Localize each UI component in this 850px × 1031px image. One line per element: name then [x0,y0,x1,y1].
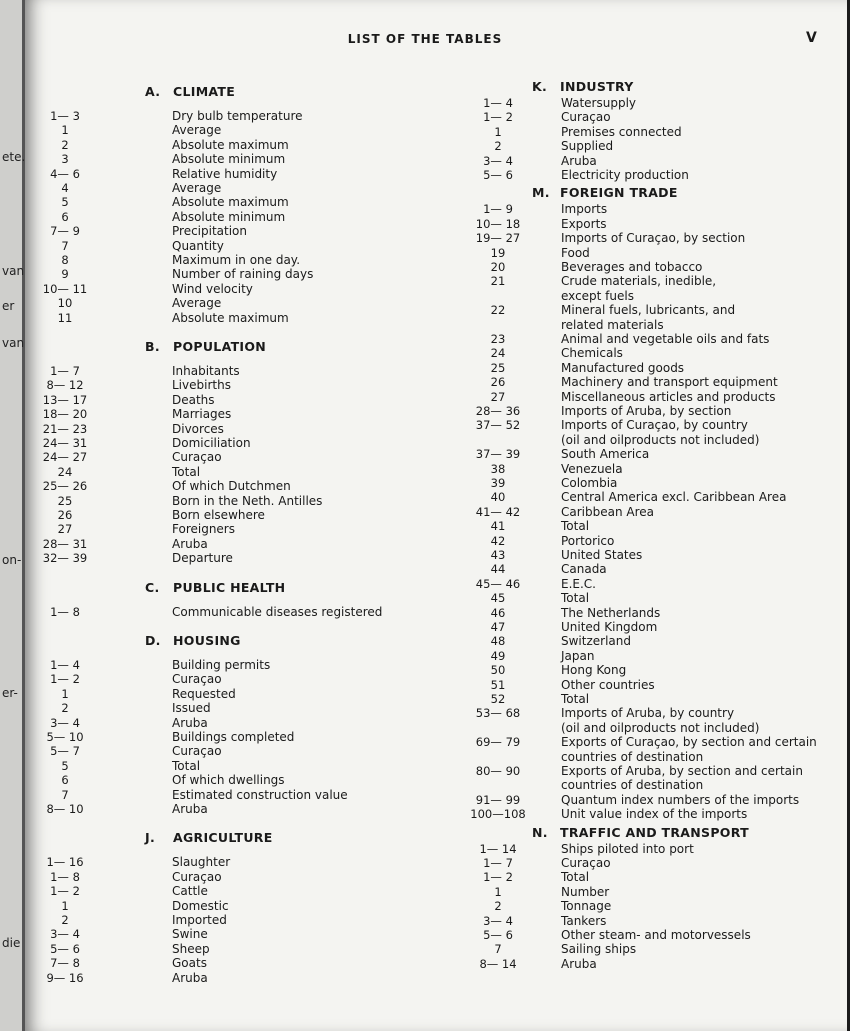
table-number-range: 1 [494,884,502,899]
table-number-range: 3— 4 [483,913,513,928]
table-number-range: 1— 2 [483,870,513,885]
table-title: Aruba [172,802,208,816]
section-title: AGRICULTURE [173,830,273,846]
table-number-range: 7 [61,787,69,802]
table-number-range: 1— 2 [483,110,513,125]
table-number-range: 1— 4 [483,96,513,110]
table-title: Total [561,870,590,885]
table-number-range: 13— 17 [42,392,88,407]
margin-word: on- [2,553,22,567]
table-title: Canada [561,562,607,577]
section-letter: M. [532,185,550,201]
table-title: Curaçao [172,869,222,884]
table-number-range: 5 [61,758,69,773]
table-number-range: 51 [490,677,506,692]
table-title: Curaçao [561,856,611,870]
table-title: Exports [561,216,607,231]
table-title: Imported [172,913,227,927]
table-title: countries of destination [561,749,704,764]
margin-word: er- [2,686,18,700]
table-title: Number of raining days [172,267,314,282]
table-number-range: 18— 20 [42,407,88,422]
table-number-range: 7 [494,942,502,957]
table-number-range: 37— 52 [475,418,521,433]
table-title: Average [172,181,222,195]
table-title: Slaughter [172,855,231,870]
document-page [25,0,847,1031]
margin-word: ete. [2,150,26,164]
table-number-range: 3— 4 [483,153,513,168]
table-title: Colombia [561,476,618,490]
table-title: Born in the Neth. Antilles [172,493,323,508]
table-title: Precipitation [172,224,248,239]
table-number-range: 1— 7 [483,856,513,870]
table-number-range: 25— 26 [42,479,88,494]
table-title: Deaths [172,392,215,407]
table-number-range: 8— 12 [46,378,84,393]
table-number-range: 2 [494,139,502,154]
table-title: Aruba [172,970,208,985]
table-title: Caribbean Area [561,504,655,519]
table-title: Miscellaneous articles and products [561,389,776,404]
table-number-range: 5— 7 [50,744,80,759]
table-number-range: 42 [490,533,506,548]
section-letter: A. [145,84,161,99]
table-number-range: 19— 27 [475,231,521,246]
table-title: The Netherlands [561,605,661,620]
table-number-range: 5— 10 [46,730,84,744]
table-number-range: 5— 6 [483,928,513,942]
table-number-range: 1— 8 [50,604,80,619]
table-number-range: 26 [490,375,506,390]
section-heading [145,633,241,648]
table-title: Electricity production [561,168,689,182]
section-title: INDUSTRY [560,79,634,94]
table-title: Inhabitants [172,364,240,378]
table-title: (oil and oilproducts not included) [561,432,760,447]
table-title: Average [172,296,222,311]
table-number-range: 9— 16 [46,970,84,985]
table-number-range: 44 [490,562,506,577]
table-title: Manufactured goods [561,360,685,375]
table-title: Total [561,519,590,534]
table-title: except fuels [561,288,634,303]
table-number-range: 2 [61,913,69,927]
table-number-range: 10— 11 [42,281,88,296]
table-title: Absolute maximum [172,195,289,210]
table-number-range: 24 [490,346,506,361]
table-title: Central America excl. Caribbean Area [561,490,787,505]
table-title: Exports of Aruba, by section and certain [561,764,803,778]
table-number-range: 1— 14 [479,841,517,856]
table-number-range: 1— 2 [50,672,80,687]
table-number-range: 38 [490,461,506,476]
table-number-range: 28— 31 [42,536,88,551]
table-number-range: 3 [61,152,69,167]
table-number-range: 3— 4 [50,715,80,730]
table-number-range: 9 [61,267,69,282]
section-title: FOREIGN TRADE [560,185,678,201]
section-title: POPULATION [173,339,267,354]
table-title: Other countries [561,677,655,692]
table-title: Dry bulb temperature [172,109,303,123]
table-number-range: 25 [490,360,506,375]
table-title: Building permits [172,658,271,672]
table-number-range: 1— 4 [50,658,80,672]
table-number-range: 5— 6 [50,941,80,956]
table-number-range: 1— 8 [50,869,80,884]
table-number-range: 1— 2 [50,884,80,899]
table-number-range: 6 [61,773,69,788]
table-title: countries of destination [561,778,704,793]
table-number-range: 10— 18 [475,216,521,231]
margin-word: van [2,264,25,278]
table-number-range: 23 [490,332,506,346]
table-title: Mineral fuels, lubricants, and [561,303,736,318]
table-title: United Kingdom [561,620,658,634]
section-title: CLIMATE [173,84,236,99]
table-number-range: 91— 99 [475,792,521,807]
table-title: Curaçao [172,672,222,687]
page-title: LIST OF THE TABLES [347,32,503,46]
table-title: Venezuela [561,461,623,476]
table-number-range: 1— 7 [50,364,80,378]
table-title: Absolute maximum [172,310,289,325]
section-title: TRAFFIC AND TRANSPORT [560,824,749,840]
table-number-range: 10 [57,296,73,311]
table-title: Machinery and transport equipment [561,375,778,390]
table-title: Aruba [172,536,208,551]
table-title: Requested [172,686,236,701]
table-number-range: 20 [490,260,506,274]
table-title: Quantity [172,238,224,253]
margin-word: van [2,336,25,350]
table-title: Departure [172,551,233,566]
table-title: Imports of Aruba, by country [561,706,735,721]
table-number-range: 43 [490,548,506,562]
table-title: Average [172,123,222,138]
table-number-range: 4 [61,181,69,195]
margin-word: er [2,299,15,313]
section-letter: N. [532,824,548,840]
table-number-range: 8— 10 [46,802,84,816]
table-number-range: 28— 36 [475,404,521,418]
table-title: Divorces [172,421,224,436]
table-title: Imports of Curaçao, by country [561,418,748,433]
table-number-range: 8— 14 [479,956,517,971]
table-title: Curaçao [561,110,611,125]
table-title: Animal and vegetable oils and fats [561,332,770,346]
section-heading [145,830,273,845]
table-title: Supplied [561,139,614,154]
table-number-range: 21 [490,274,506,289]
table-number-range: 50 [490,663,506,678]
table-number-range: 7— 8 [50,956,80,971]
table-title: Of which Dutchmen [172,479,291,494]
table-title: Sailing ships [561,942,637,957]
table-number-range: 49 [490,648,506,663]
table-title: Born elsewhere [172,508,265,522]
table-title: Imports of Curaçao, by section [561,231,746,246]
table-title: Total [561,591,590,606]
table-title: Sheep [172,941,210,956]
table-number-range: 41 [490,519,506,534]
section-letter: C. [145,579,160,595]
table-number-range: 27 [490,389,506,404]
table-title: (oil and oilproducts not included) [561,720,760,735]
table-title: Exports of Curaçao, by section and certain [561,735,817,750]
table-title: Japan [561,648,595,663]
table-title: Premises connected [561,124,682,139]
table-number-range: 1 [494,124,502,139]
table-title: Beverages and tobacco [561,260,703,274]
table-title: Absolute maximum [172,137,289,152]
table-number-range: 25 [57,493,73,508]
table-number-range: 39 [490,476,506,490]
table-title: Marriages [172,407,232,422]
table-number-range: 1 [61,123,69,138]
table-number-range: 8 [61,253,69,267]
table-title: Absolute minimum [172,152,286,167]
table-title: Swine [172,927,208,942]
section-heading [532,185,678,200]
table-number-range: 100—108 [470,807,526,822]
table-number-range: 24— 27 [42,450,88,465]
table-number-range: 27 [57,522,73,537]
table-title: Communicable diseases registered [172,604,383,619]
table-number-range: 45 [490,591,506,606]
table-number-range: 40 [490,490,506,505]
table-number-range: 7 [61,238,69,253]
section-letter: J. [145,830,155,846]
table-title: Foreigners [172,522,235,537]
table-number-range: 1— 16 [46,855,84,870]
page-number: V [806,30,817,46]
table-title: Curaçao [172,450,222,465]
table-title: Of which dwellings [172,773,285,788]
table-number-range: 1 [61,686,69,701]
table-title: Buildings completed [172,730,295,744]
section-letter: K. [532,79,548,94]
table-number-range: 1— 9 [483,202,513,217]
table-number-range: 3— 4 [50,927,80,942]
section-heading [532,825,749,840]
table-title: Total [561,692,590,706]
table-title: Goats [172,956,207,971]
table-title: South America [561,447,650,462]
table-title: Ships piloted into port [561,841,694,856]
table-number-range: 26 [57,508,73,522]
table-number-range: 5 [61,195,69,210]
table-title: Domestic [172,898,229,913]
table-title: Maximum in one day. [172,253,301,267]
table-number-range: 1— 3 [50,109,80,123]
section-heading [532,79,634,94]
table-title: United States [561,548,643,562]
table-title: Switzerland [561,634,631,649]
table-title: Aruba [561,153,597,168]
table-title: Portorico [561,533,615,548]
table-title: Imports of Aruba, by section [561,404,732,418]
table-title: Total [172,758,201,773]
section-letter: B. [145,339,160,354]
table-title: Relative humidity [172,166,278,181]
table-title: related materials [561,317,664,332]
table-number-range: 6 [61,209,69,224]
table-title: Other steam- and motorvessels [561,928,751,942]
table-number-range: 1 [61,898,69,913]
table-title: Food [561,245,590,260]
table-number-range: 5— 6 [483,168,513,182]
table-number-range: 7— 9 [50,224,80,239]
table-number-range: 19 [490,245,506,260]
table-number-range: 4— 6 [50,166,80,181]
table-number-range: 69— 79 [475,735,521,750]
table-title: Tankers [561,913,607,928]
section-heading [145,84,235,99]
table-number-range: 47 [490,620,506,634]
table-number-range: 2 [494,899,502,914]
table-title: E.E.C. [561,576,596,591]
table-title: Curaçao [172,744,222,759]
table-title: Unit value index of the imports [561,807,748,822]
margin-word: die [2,936,21,950]
table-title: Aruba [172,715,208,730]
table-title: Chemicals [561,346,623,361]
table-title: Imports [561,202,608,217]
table-title: Cattle [172,884,208,899]
section-heading [145,580,285,595]
table-title: Number [561,884,610,899]
table-title: Issued [172,701,211,716]
table-number-range: 46 [490,605,506,620]
table-number-range: 80— 90 [475,764,521,778]
table-title: Wind velocity [172,281,253,296]
table-title: Tonnage [561,899,612,914]
table-number-range: 53— 68 [475,706,521,721]
table-title: Absolute minimum [172,209,286,224]
table-number-range: 24— 31 [42,436,88,450]
table-number-range: 2 [61,137,69,152]
table-title: Estimated construction value [172,787,348,802]
table-number-range: 52 [490,692,506,706]
table-number-range: 2 [61,701,69,716]
table-title: Domiciliation [172,436,251,450]
table-number-range: 37— 39 [475,447,521,462]
table-number-range: 32— 39 [42,551,88,566]
table-number-range: 24 [57,464,73,479]
table-number-range: 48 [490,634,506,649]
table-number-range: 11 [57,310,73,325]
table-number-range: 41— 42 [475,504,521,519]
table-number-range: 22 [490,303,506,318]
table-title: Aruba [561,956,597,971]
section-letter: D. [145,633,161,648]
section-title: PUBLIC HEALTH [173,579,286,595]
table-title: Livebirths [172,378,231,393]
table-number-range: 21— 23 [42,421,88,436]
table-number-range: 45— 46 [475,576,521,591]
table-title: Hong Kong [561,663,627,678]
table-title: Total [172,464,201,479]
section-title: HOUSING [173,633,241,648]
section-heading [145,339,266,354]
table-title: Quantum index numbers of the imports [561,792,800,807]
table-title: Crude materials, inedible, [561,274,717,289]
table-title: Watersupply [561,96,636,110]
